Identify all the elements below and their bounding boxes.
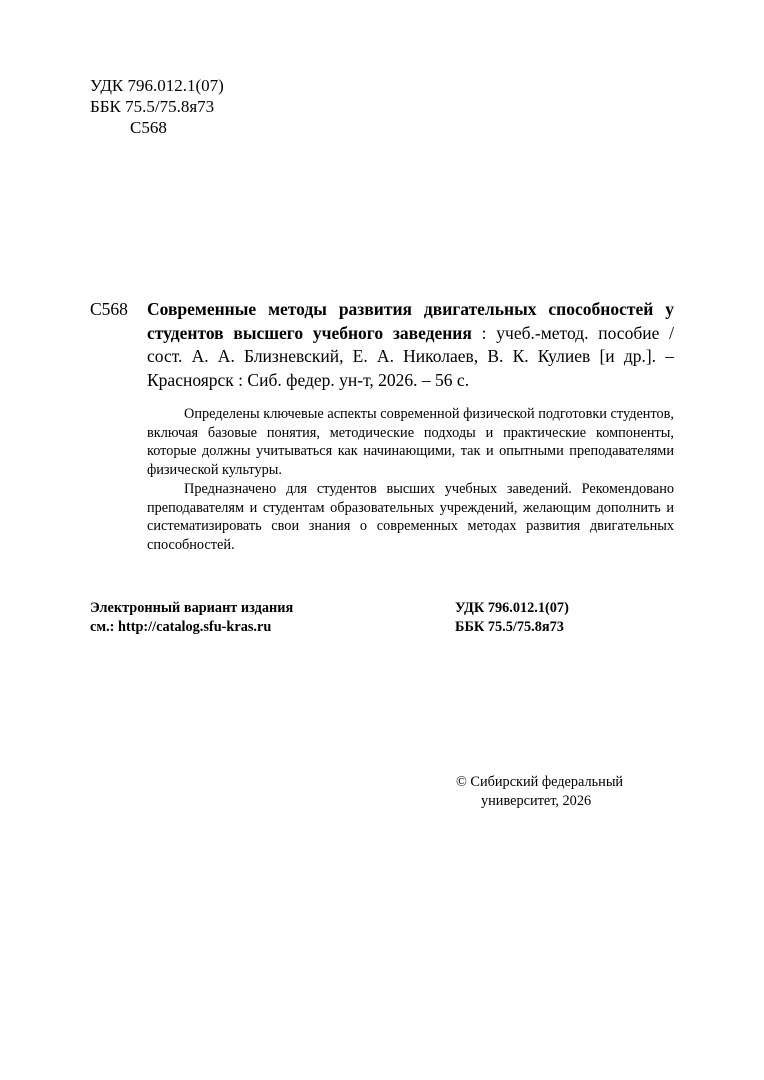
footer-classification-codes	[455, 599, 569, 637]
footer-bbk-code: ББК 75.5/75.8я73	[455, 619, 564, 635]
entry-description	[147, 298, 674, 392]
bbk-code: ББК 75.5/75.8я73	[90, 97, 215, 116]
classification-codes	[90, 75, 224, 138]
copyright-line-1: © Сибирский федеральный	[456, 774, 624, 790]
copyright-notice	[456, 773, 623, 811]
cutter-code: С568	[130, 118, 167, 137]
udk-code: УДК 796.012.1(07)	[90, 76, 224, 95]
annotation-paragraph: Определены ключевые аспекты современной физической подготовки студентов, включая базовые понятия, методические подходы и практические компоненты, которые должны учитываться как начинающими, так и опытными преподавателями физической культуры.	[147, 406, 674, 479]
footer-udk-code: УДК 796.012.1(07)	[455, 600, 569, 616]
book-title: Современные методы развития двигательных способностей у студентов высшего учебного заведения	[147, 299, 674, 343]
annotation-paragraph: Предназначено для студентов высших учебных заведений. Рекомендовано преподавателям и студентам образовательных учреждений, желающим дополнить и систематизировать свои знания о современных методах развития двигательных способностей.	[147, 480, 674, 553]
book-details: : учеб.-метод. пособие / сост. А. А. Близневский, Е. А. Николаев, В. К. Кулиев [и др.]. – Красноярск : Сиб. федер. ун-т, 2026. – 56 с.	[147, 322, 674, 390]
annotation	[147, 405, 674, 555]
catalog-link[interactable]: см.: http://catalog.sfu-kras.ru	[90, 619, 272, 635]
bibliographic-entry	[90, 298, 674, 392]
electronic-version-label: Электронный вариант издания	[90, 600, 294, 616]
electronic-version-note	[90, 599, 293, 637]
copyright-line-2: университет, 2026	[481, 793, 592, 809]
entry-cutter-code: С568	[90, 299, 128, 319]
